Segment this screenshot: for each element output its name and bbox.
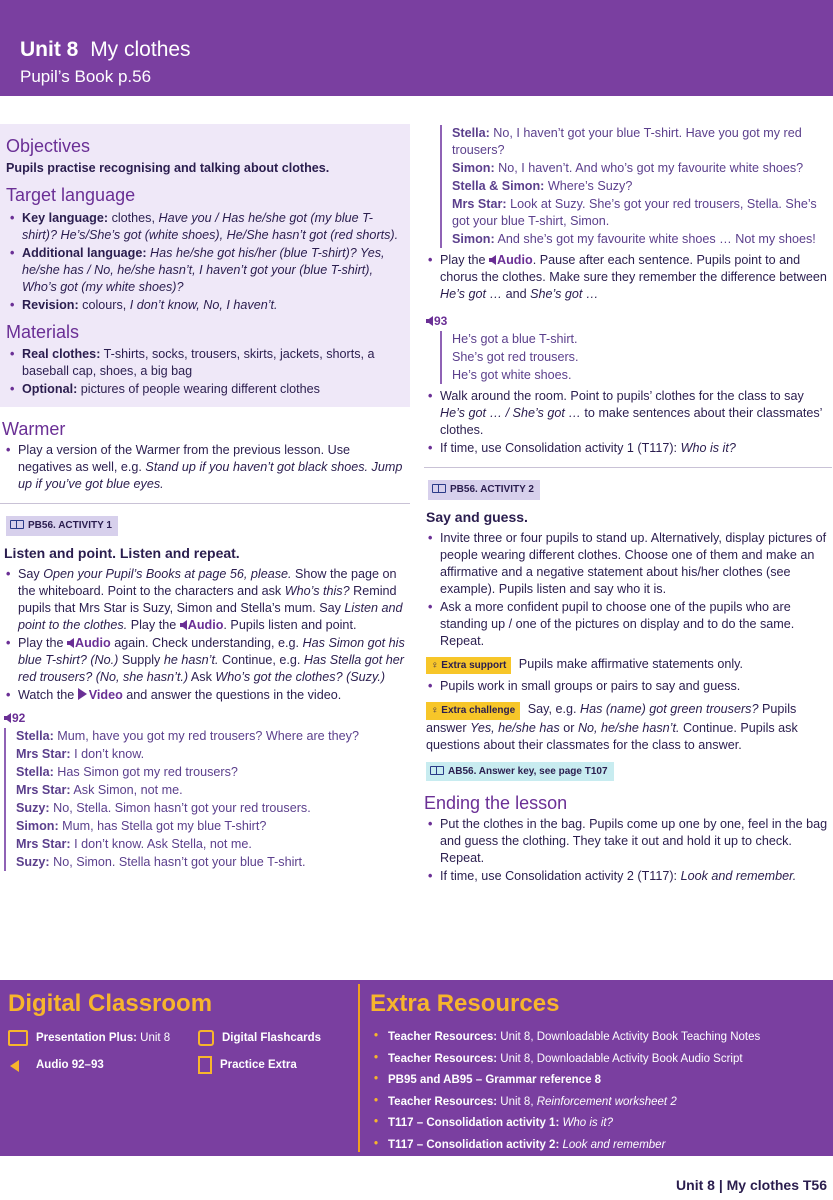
presentation-plus[interactable]	[8, 1030, 198, 1046]
revision-plain: colours,	[78, 297, 130, 312]
extra-resource-label: T117 – Consolidation activity 1:	[388, 1117, 560, 1130]
text: He’s got …	[440, 287, 503, 301]
extra-resource-item[interactable]	[370, 1073, 830, 1089]
video-play-icon	[78, 688, 87, 700]
speaker-text: Look at Suzy. She’s got your red trousers, Stella. She’s got your blue T-shirt, Simon.	[452, 197, 817, 228]
text: He’s got … / She’s got …	[440, 406, 581, 421]
text: Play the	[127, 617, 180, 632]
speaker-name: Stella & Simon:	[452, 179, 545, 193]
key-language-label: Key language:	[22, 210, 109, 225]
extra-resource-label: PB95 and AB95 – Grammar reference 8	[388, 1074, 602, 1087]
activity2-section	[424, 476, 832, 789]
script-line	[16, 800, 406, 817]
speaker-text: Has Simon got my red trousers?	[53, 764, 238, 779]
flashcards-label: Digital Flashcards	[222, 1031, 322, 1044]
extra-resource-item[interactable]	[370, 1116, 830, 1132]
text: Continue. Pupils ask questions about their classmates for the class to answer.	[426, 720, 798, 752]
activity1-section	[0, 512, 410, 871]
extra-resource-label: Teacher Resources:	[388, 1052, 498, 1065]
speaker-text: Ask Simon, not me.	[70, 782, 183, 797]
audio-icon	[426, 316, 433, 326]
real-clothes-text: T-shirts, socks, trousers, skirts, jackets, shorts, a baseball cap, shoes, a big bag	[22, 346, 375, 378]
text: Watch the	[18, 687, 78, 702]
key-language-italic: Have you / Has he/she got (my blue T-shirt)? He’s/She’s got (white shoes), He/She hasn’t got (red shorts).	[22, 210, 399, 242]
ending-list	[424, 816, 832, 885]
warmer-text-italic: Stand up if you haven’t got black shoes. Jump up if you’ve got blue eyes.	[18, 460, 403, 492]
text: She’s got …	[530, 287, 599, 301]
text: . Pause after each sentence. Pupils point to and chorus the clothes. Make sure they remember the difference between	[440, 253, 827, 284]
text: Yes, he/she has	[470, 720, 560, 735]
speaker-text: No, I haven’t got your blue T-shirt. Have you got my red trousers?	[452, 126, 802, 157]
list-item: • Pupils work in small groups or pairs to say and guess.	[424, 678, 832, 695]
text: Who is it?	[680, 441, 736, 456]
activity2-list	[424, 530, 832, 650]
flashcards-icon	[198, 1030, 214, 1046]
extra-resource-label: Teacher Resources:	[388, 1095, 498, 1108]
footer-unit: Unit 8	[676, 1177, 715, 1193]
right-column	[424, 124, 832, 886]
speaker-text: No, Simon. Stella hasn’t got your blue T-shirt.	[49, 854, 306, 869]
extra-challenge	[426, 701, 832, 754]
speaker-name: Simon:	[452, 161, 495, 175]
activity1-title: Listen and point. Listen and repeat.	[4, 544, 240, 561]
list-item	[424, 868, 832, 885]
list-item	[6, 245, 402, 296]
text: Say, e.g.	[524, 702, 580, 717]
speaker-name: Mrs Star:	[452, 197, 507, 211]
audio-label: Audio	[75, 635, 111, 650]
text: Who’s got the clothes? (Suzy.)	[215, 669, 386, 684]
list-item	[424, 252, 832, 303]
answer-key-label: AB56. Answer key, see page T107	[448, 765, 608, 777]
objectives-heading: Objectives	[6, 136, 91, 156]
audio-tracks[interactable]	[8, 1056, 198, 1074]
list-item	[6, 381, 402, 398]
speaker-name: Mrs Star:	[16, 836, 71, 851]
activity1-tag	[6, 516, 118, 536]
practice-extra[interactable]	[198, 1056, 348, 1074]
target-language-heading: Target language	[6, 185, 136, 206]
presentation-plus-label: Presentation Plus:	[36, 1031, 137, 1044]
script-line	[16, 782, 406, 799]
extra-support-label: Extra support	[441, 659, 507, 671]
list-item	[424, 440, 832, 457]
real-clothes-label: Real clothes:	[22, 346, 101, 361]
extra-challenge-label: Extra challenge	[441, 705, 516, 717]
extra-resource-item[interactable]	[370, 1030, 830, 1046]
unit-number: Unit 8	[20, 38, 79, 61]
audio-label: Audio	[187, 617, 224, 632]
digital-classroom	[8, 988, 358, 1074]
materials-heading: Materials	[6, 321, 80, 342]
text: and	[502, 287, 531, 301]
digital-flashcards[interactable]	[198, 1030, 348, 1046]
extra-resource-label: Teacher Resources:	[388, 1031, 498, 1044]
script-line	[16, 818, 406, 835]
play-audio-list	[424, 252, 832, 303]
activity2-list-2	[424, 678, 832, 695]
text: or	[559, 720, 578, 735]
speaker-name: Stella:	[452, 126, 490, 140]
track-number: 93	[434, 314, 448, 328]
text: Continue, e.g.	[218, 652, 304, 667]
text: again. Check understanding, e.g.	[110, 635, 303, 650]
text: to make sentences about their classmates’ clothes.	[440, 406, 822, 438]
speaker-name: Simon:	[452, 232, 495, 246]
speaker-name: Suzy:	[16, 800, 50, 815]
activity2-tag-label: PB56. ACTIVITY 2	[450, 484, 534, 496]
target-language-list	[6, 210, 402, 314]
extra-support-badge	[426, 657, 511, 675]
text: Who’s this?	[284, 583, 350, 598]
extra-resource-text: Unit 8,	[497, 1095, 537, 1108]
activity1-list	[2, 566, 406, 704]
extra-resource-label: T117 – Consolidation activity 2:	[388, 1138, 560, 1151]
text: . Pupils listen and point.	[223, 617, 357, 632]
optional-label: Optional:	[22, 381, 78, 396]
digital-classroom-title: Digital Classroom	[8, 990, 213, 1017]
list-item	[2, 687, 406, 704]
extra-resource-text: Unit 8, Downloadable Activity Book Teaching Notes	[497, 1031, 761, 1044]
speaker-name: Suzy:	[16, 854, 50, 869]
extra-resource-italic: Who is it?	[562, 1117, 613, 1130]
text: Look and remember.	[680, 869, 797, 884]
unit-subtitle: Pupil’s Book p.56	[20, 67, 152, 87]
activity2-title: Say and guess.	[426, 508, 528, 525]
script-line: He’s got white shoes.	[452, 368, 572, 383]
audio-script-92	[4, 728, 406, 871]
speaker-name: Simon:	[16, 818, 59, 833]
warmer-heading: Warmer	[2, 418, 66, 439]
script-line	[16, 764, 406, 781]
extra-support	[426, 656, 832, 675]
text: and answer the questions in the video.	[122, 687, 342, 702]
audio-icon	[489, 255, 496, 265]
list-item	[6, 210, 402, 244]
speaker-name: Mrs Star:	[16, 746, 71, 761]
script-line	[452, 125, 832, 159]
activity2-tag	[428, 480, 540, 500]
book-icon	[10, 520, 24, 529]
presentation-screen-icon	[8, 1030, 28, 1046]
revision-label: Revision:	[22, 297, 79, 312]
extra-resource-italic: Look and remember	[562, 1138, 666, 1151]
script-line	[16, 728, 406, 745]
key-language-plain: clothes,	[108, 210, 159, 225]
warmer-list	[2, 442, 406, 493]
audio-icon	[180, 620, 187, 630]
presentation-plus-value: Unit 8	[136, 1031, 171, 1044]
practice-extra-label: Practice Extra	[220, 1058, 297, 1071]
speaker-name: Stella:	[16, 728, 54, 743]
walk-around-list	[424, 388, 832, 457]
text: he hasn’t.	[163, 652, 219, 667]
book-icon	[432, 484, 446, 493]
text: Supply	[118, 652, 164, 667]
digital-classroom-grid	[8, 1030, 358, 1074]
text: Has (name) got green trousers?	[579, 702, 759, 717]
audio-script-92-continued	[440, 125, 832, 248]
list-item	[6, 346, 402, 380]
text: If time, use Consolidation activity 1 (T117):	[440, 441, 681, 456]
practice-extra-icon	[198, 1056, 212, 1074]
ending-heading: Ending the lesson	[424, 793, 568, 814]
text: Show the page on the whiteboard. Point to the characters and ask	[18, 566, 397, 598]
speaker-text: I don’t know. Ask Stella, not me.	[70, 836, 252, 851]
list-item: • Put the clothes in the bag. Pupils come up one by one, feel in the bag and guess the clothing. They take it out and hold it up to check. Repeat.	[424, 816, 832, 867]
page-header	[0, 0, 833, 96]
extra-resources	[370, 988, 830, 1159]
extra-resource-item[interactable]	[370, 1052, 830, 1068]
list-item	[424, 388, 832, 439]
extra-resource-text: Unit 8, Downloadable Activity Book Audio Script	[497, 1052, 743, 1065]
text: No, he/she hasn’t.	[577, 720, 680, 735]
objectives-box	[0, 124, 410, 407]
lightbulb-icon: ♀	[431, 659, 442, 671]
objectives-text: Pupils practise recognising and talking about clothes.	[6, 161, 330, 176]
list-item	[6, 297, 402, 314]
track-92	[4, 710, 406, 726]
footer-separator: |	[718, 1177, 723, 1193]
text: Remind pupils that Mrs Star is Suzy, Simon and Stella’s mum. Say	[18, 583, 397, 615]
warmer-text: Play a version of the Warmer from the previous lesson. Use negatives as well, e.g.	[18, 443, 351, 475]
book-icon	[430, 766, 444, 775]
video-label: Video	[88, 687, 123, 702]
left-column	[0, 124, 410, 872]
text: Play the	[18, 635, 68, 650]
speaker-text: Where’s Suzy?	[544, 179, 633, 193]
extra-resource-item[interactable]	[370, 1138, 830, 1154]
script-line	[16, 854, 406, 871]
text: Listen and point to the clothes.	[18, 600, 403, 632]
speaker-name: Mrs Star:	[16, 782, 71, 797]
script-line	[452, 196, 832, 230]
band-divider	[358, 984, 360, 1152]
text: Ask	[188, 669, 216, 684]
list-item	[2, 442, 406, 493]
additional-language-italic: Has he/she got his/her (blue T-shirt)? Yes, he/she has / No, he/she hasn’t, I haven’t got your (blue T-shirt), Who’s got (my white shoes)?	[22, 245, 385, 294]
footer-topic: My clothes	[726, 1177, 799, 1193]
divider	[424, 467, 832, 468]
materials-list	[6, 346, 402, 398]
answer-key-tag	[426, 762, 614, 782]
text: Has Simon got his blue T-shirt? (No.)	[18, 635, 405, 667]
text: Walk around the room. Point to pupils’ clothes for the class to say	[440, 389, 804, 404]
speaker-text: No, I haven’t. And who’s got my favourite white shoes?	[494, 161, 804, 175]
list-item: • Invite three or four pupils to stand up. Alternatively, display pictures of people wearing different clothes. Choose one of them and make an affirmative and a negative statement about his/her clothes (see example). Pupils listen and say who it is.	[424, 530, 832, 598]
audio-icon	[4, 713, 11, 723]
text: Play the	[440, 253, 490, 267]
script-line: He’s got a blue T-shirt.	[452, 332, 578, 347]
speaker-text: And she’s got my favourite white shoes … Not my shoes!	[494, 232, 816, 246]
text: Say	[18, 566, 44, 581]
extra-resource-item[interactable]	[370, 1095, 830, 1111]
track-number: 92	[12, 710, 26, 725]
extra-resources-title: Extra Resources	[370, 990, 560, 1017]
speaker-name: Stella:	[16, 764, 54, 779]
list-item: • Ask a more confident pupil to choose one of the pupils who are standing up / one of the pictures on display and to do the same. Repeat.	[424, 599, 832, 650]
resources-band	[0, 980, 833, 1156]
activity1-tag-label: PB56. ACTIVITY 1	[28, 520, 112, 532]
script-line	[452, 231, 832, 248]
audio-script-93	[440, 331, 832, 384]
revision-italic: I don’t know, No, I haven’t.	[129, 297, 278, 312]
extra-support-text: Pupils make affirmative statements only.	[515, 656, 744, 671]
speaker-text: No, Stella. Simon hasn’t got your red trousers.	[49, 800, 311, 815]
speaker-icon	[8, 1057, 28, 1073]
list-item	[2, 566, 406, 634]
text: Open your Pupil’s Books at page 56, please.	[43, 566, 292, 581]
warmer-section	[0, 417, 410, 493]
audio-tracks-label: Audio 92–93	[36, 1058, 104, 1071]
text: If time, use Consolidation activity 2 (T117):	[440, 869, 681, 884]
script-line: She’s got red trousers.	[452, 350, 579, 365]
text: Has Stella got her red trousers? (No, she hasn’t.)	[18, 652, 404, 684]
optional-text: pictures of people wearing different clothes	[77, 381, 320, 396]
audio-label: Audio	[497, 253, 533, 267]
extra-resource-italic: Reinforcement worksheet 2	[536, 1095, 677, 1108]
text: Pupils answer	[426, 702, 797, 735]
extra-resources-list	[370, 1030, 830, 1153]
unit-topic: My clothes	[90, 38, 191, 61]
script-line	[452, 160, 832, 177]
script-line	[16, 836, 406, 853]
speaker-text: Mum, have you got my red trousers? Where are they?	[53, 728, 359, 743]
audio-icon	[67, 638, 74, 648]
page-footer	[676, 1176, 827, 1195]
script-line	[16, 746, 406, 763]
speaker-text: Mum, has Stella got my blue T-shirt?	[58, 818, 267, 833]
speaker-text: I don’t know.	[70, 746, 145, 761]
extra-challenge-badge	[426, 702, 520, 720]
additional-language-label: Additional language:	[22, 245, 147, 260]
ending-section	[424, 791, 832, 885]
footer-page-number: T56	[802, 1177, 827, 1193]
lightbulb-icon: ♀	[431, 705, 442, 717]
list-item	[2, 635, 406, 686]
script-line	[452, 178, 832, 195]
unit-title	[20, 36, 833, 64]
divider	[0, 503, 410, 504]
track-93	[426, 313, 832, 329]
